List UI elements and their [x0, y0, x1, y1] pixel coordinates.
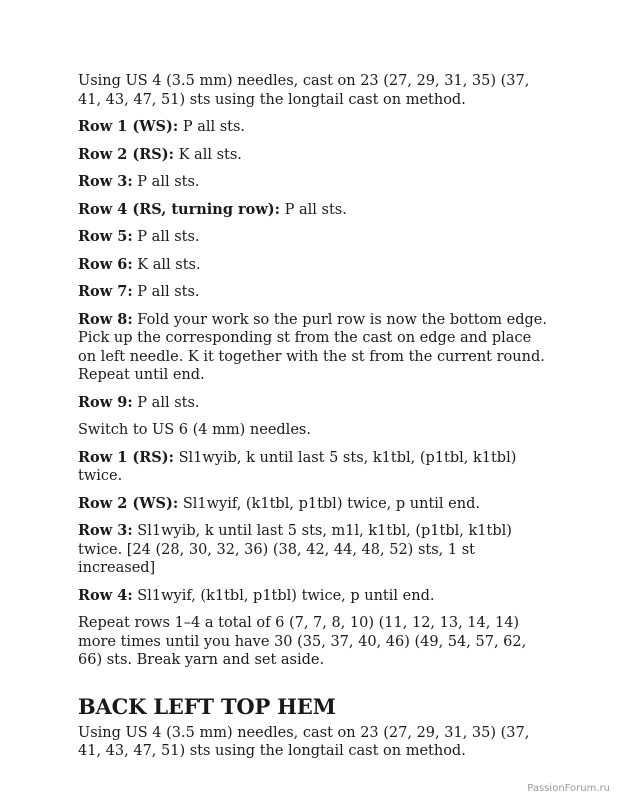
row-label: Row 6: [78, 255, 133, 273]
row-text: P all sts. [132, 174, 200, 190]
row-label: Row 4: [78, 586, 133, 604]
row-instruction [78, 449, 548, 486]
row-text: K all sts. [132, 256, 201, 273]
row-instruction [78, 283, 548, 302]
row-text: Sl1wyif, (k1tbl, p1tbl) twice, p until end. [132, 587, 435, 604]
row-instruction [78, 118, 548, 137]
row-text: Sl1wyib, k until last 5 sts, k1tbl, (p1tbl, k1tbl) twice. [78, 449, 517, 484]
page-content [78, 72, 548, 770]
row-label: Row 7: [78, 283, 133, 300]
row-label: Row 9: [78, 393, 133, 411]
row-text: Fold your work so the purl row is now the bottom edge. Pick up the corresponding st from the cast on edge and place on left needle. K it together with the st from the current round. Repeat until end. [78, 311, 547, 383]
row-label: Row 2 (WS): [78, 494, 179, 512]
row-instruction [78, 522, 548, 578]
row-text: P all sts. [280, 201, 347, 218]
switch-needles-note: Switch to US 6 (4 mm) needles. [78, 422, 311, 438]
row-instruction [78, 146, 548, 165]
row-text: P all sts. [132, 284, 200, 300]
row-label: Row 2 (RS): [78, 145, 174, 163]
row-text: P all sts. [132, 394, 200, 411]
row-instruction [78, 228, 548, 247]
row-label: Row 3: [78, 522, 133, 539]
watermark: PassionForum.ru [527, 783, 610, 794]
row-text: Sl1wyif, (k1tbl, p1tbl) twice, p until end. [178, 495, 480, 512]
row-text: K all sts. [174, 146, 242, 163]
row-instruction [78, 256, 548, 275]
row-label: Row 3: [78, 173, 133, 190]
row-label: Row 1 (WS): [78, 118, 179, 135]
row-label: Row 4 (RS, turning row): [78, 200, 281, 218]
row-text: Sl1wyib, k until last 5 sts, m1l, k1tbl, (p1tbl, k1tbl) twice. [24 (28, 30, 32, 36) (38, 42, 44, 48, 52) sts, 1 st increased] [78, 523, 512, 576]
intro-paragraph: Using US 4 (3.5 mm) needles, cast on 23 (27, 29, 31, 35) (37, 41, 43, 47, 51) sts using the longtail cast on method. [78, 73, 530, 108]
row-text: P all sts. [178, 119, 246, 135]
section-intro-paragraph: Using US 4 (3.5 mm) needles, cast on 23 (27, 29, 31, 35) (37, 41, 43, 47, 51) sts using the longtail cast on method. [78, 724, 530, 759]
row-instruction [78, 173, 548, 192]
row-instruction [78, 495, 548, 514]
row-instruction [78, 201, 548, 220]
row-text: P all sts. [132, 229, 200, 245]
row-instruction [78, 587, 548, 606]
row-instruction [78, 311, 548, 385]
row-label: Row 5: [78, 228, 133, 245]
row-instruction [78, 394, 548, 413]
row-label: Row 8: [78, 310, 133, 328]
row-label: Row 1 (RS): [78, 448, 174, 466]
repeat-note: Repeat rows 1–4 a total of 6 (7, 7, 8, 10) (11, 12, 13, 14, 14) more times until you have 30 (35, 37, 40, 46) (49, 54, 57, 62, 66) sts. Break yarn and set aside. [78, 615, 527, 668]
section-heading: BACK LEFT TOP HEM [78, 693, 336, 719]
